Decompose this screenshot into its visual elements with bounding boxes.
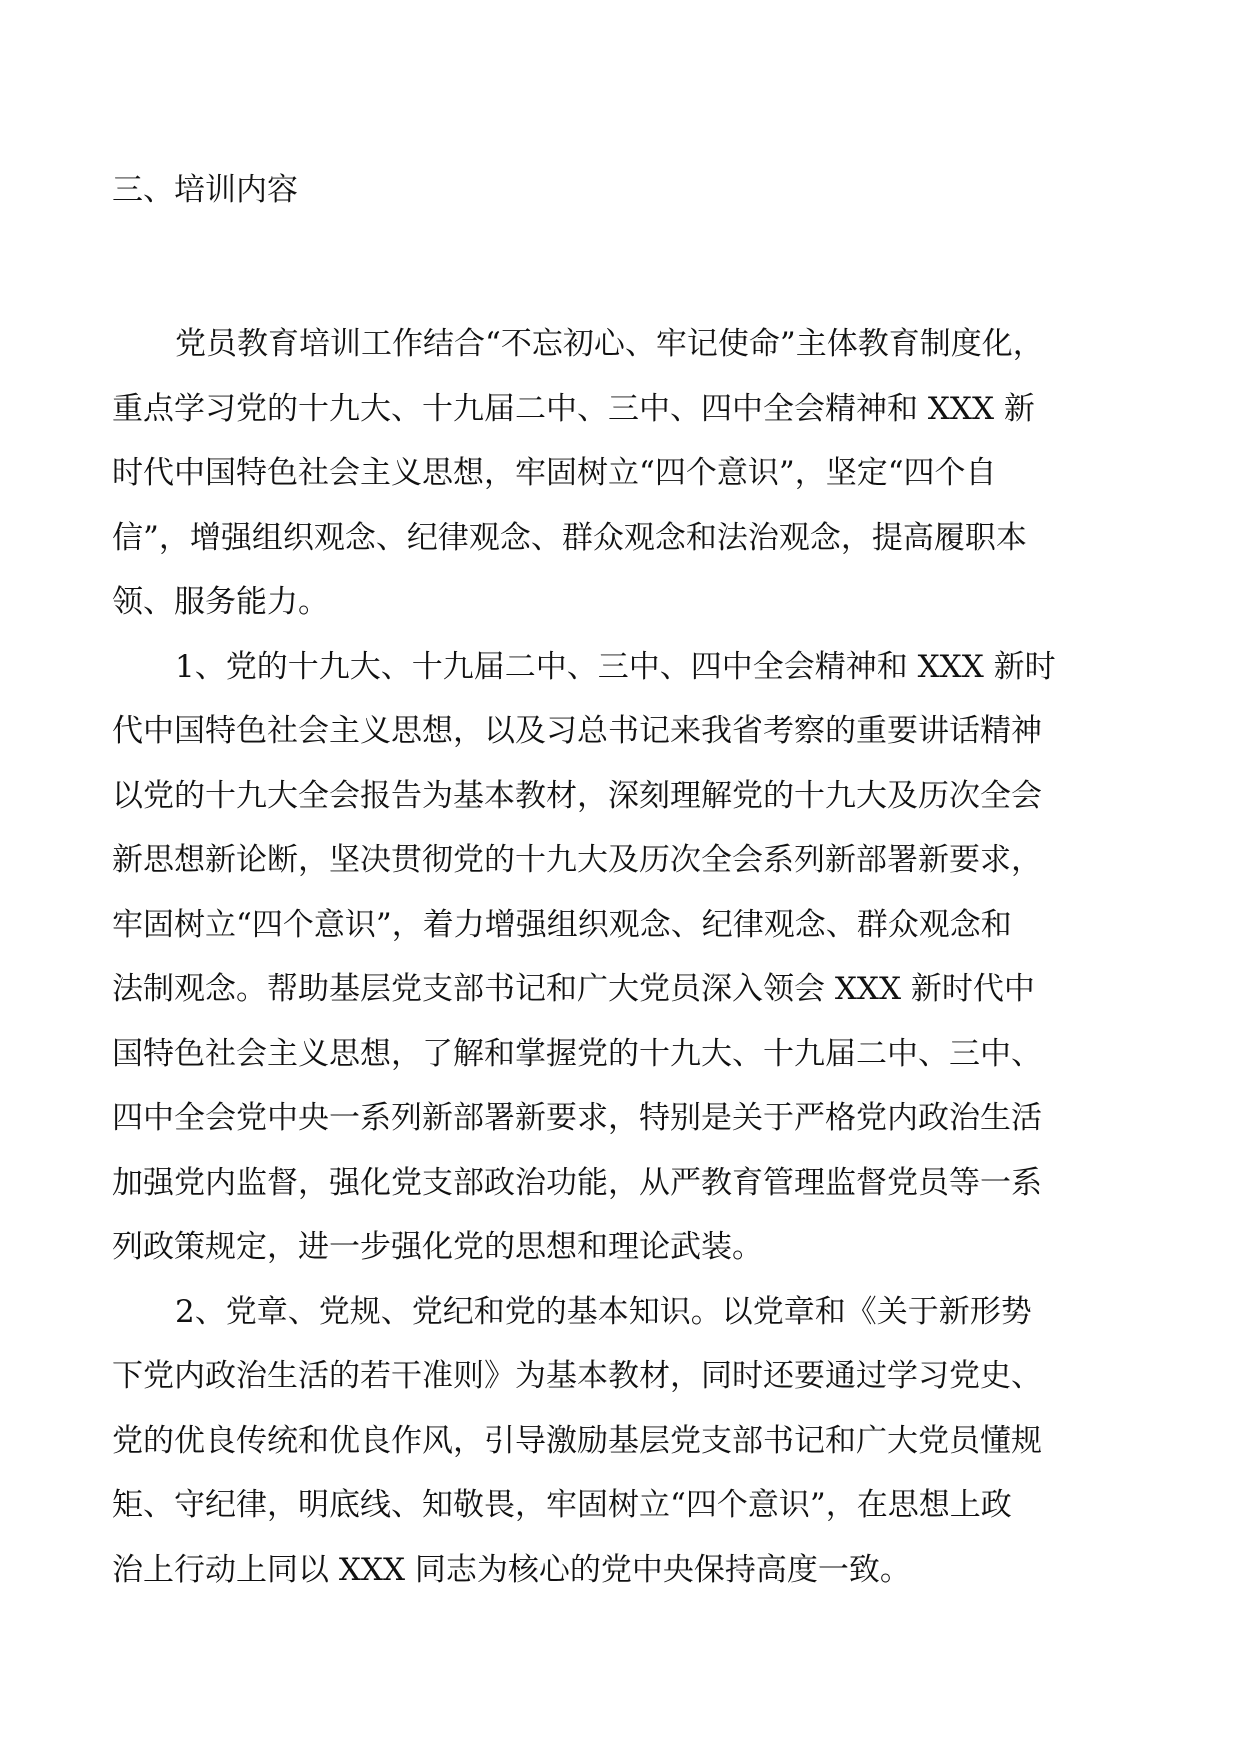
paragraph-3-line-5: 治上行动上同以 XXX 同志为核心的党中央保持高度一致。 — [112, 1551, 911, 1588]
paragraph-1-line-3: 时代中国特色社会主义思想，牢固树立“四个意识”，坚定“四个自 — [112, 455, 997, 491]
paragraph-2-line-6: 法制观念。帮助基层党支部书记和广大党员深入领会 XXX 新时代中 — [112, 971, 1035, 1007]
paragraph-2-line-9: 加强党内监督，强化党支部政治功能，从严教育管理监督党员等一系 — [112, 1164, 1042, 1201]
paragraph-2-line-8: 四中全会党中央一系列新部署新要求，特别是关于严格党内政治生活 — [112, 1100, 1042, 1136]
paragraph-3-line-1: 2、党章、党规、党纪和党的基本知识。以党章和《关于新形势 — [175, 1293, 1032, 1330]
paragraph-2-line-7: 国特色社会主义思想，了解和掌握党的十九大、十九届二中、三中、 — [112, 1035, 1042, 1072]
paragraph-1-line-5: 领、服务能力。 — [112, 584, 329, 620]
paragraph-1-line-4: 信”，增强组织观念、纪律观念、群众观念和法治观念，提高履职本 — [112, 519, 1027, 556]
paragraph-2-line-2: 代中国特色社会主义思想，以及习总书记来我省考察的重要讲话精神 — [112, 713, 1042, 749]
paragraph-2-line-4: 新思想新论断，坚决贯彻党的十九大及历次全会系列新部署新要求， — [112, 842, 1042, 878]
paragraph-1-line-1: 党员教育培训工作结合“不忘初心、牢记使命”主体教育制度化， — [175, 326, 1044, 362]
paragraph-2-line-10: 列政策规定，进一步强化党的思想和理论武装。 — [112, 1229, 763, 1265]
paragraph-2-line-3: 以党的十九大全会报告为基本教材，深刻理解党的十九大及历次全会 — [112, 777, 1042, 814]
paragraph-2-line-5: 牢固树立“四个意识”，着力增强组织观念、纪律观念、群众观念和 — [112, 906, 1012, 943]
paragraph-2-line-1: 1、党的十九大、十九届二中、三中、四中全会精神和 XXX 新时 — [175, 648, 1056, 685]
body-text — [112, 312, 1132, 1602]
paragraph-3-line-2: 下党内政治生活的若干准则》为基本教材，同时还要通过学习党史、 — [112, 1358, 1042, 1394]
paragraph-3-line-3: 党的优良传统和优良作风，引导激励基层党支部书记和广大党员懂规 — [112, 1422, 1042, 1459]
section-heading: 三、培训内容 — [112, 172, 298, 208]
paragraph-1-line-2: 重点学习党的十九大、十九届二中、三中、四中全会精神和 XXX 新 — [112, 390, 1035, 427]
paragraph-3-line-4: 矩、守纪律，明底线、知敬畏，牢固树立“四个意识”，在思想上政 — [112, 1487, 1012, 1523]
